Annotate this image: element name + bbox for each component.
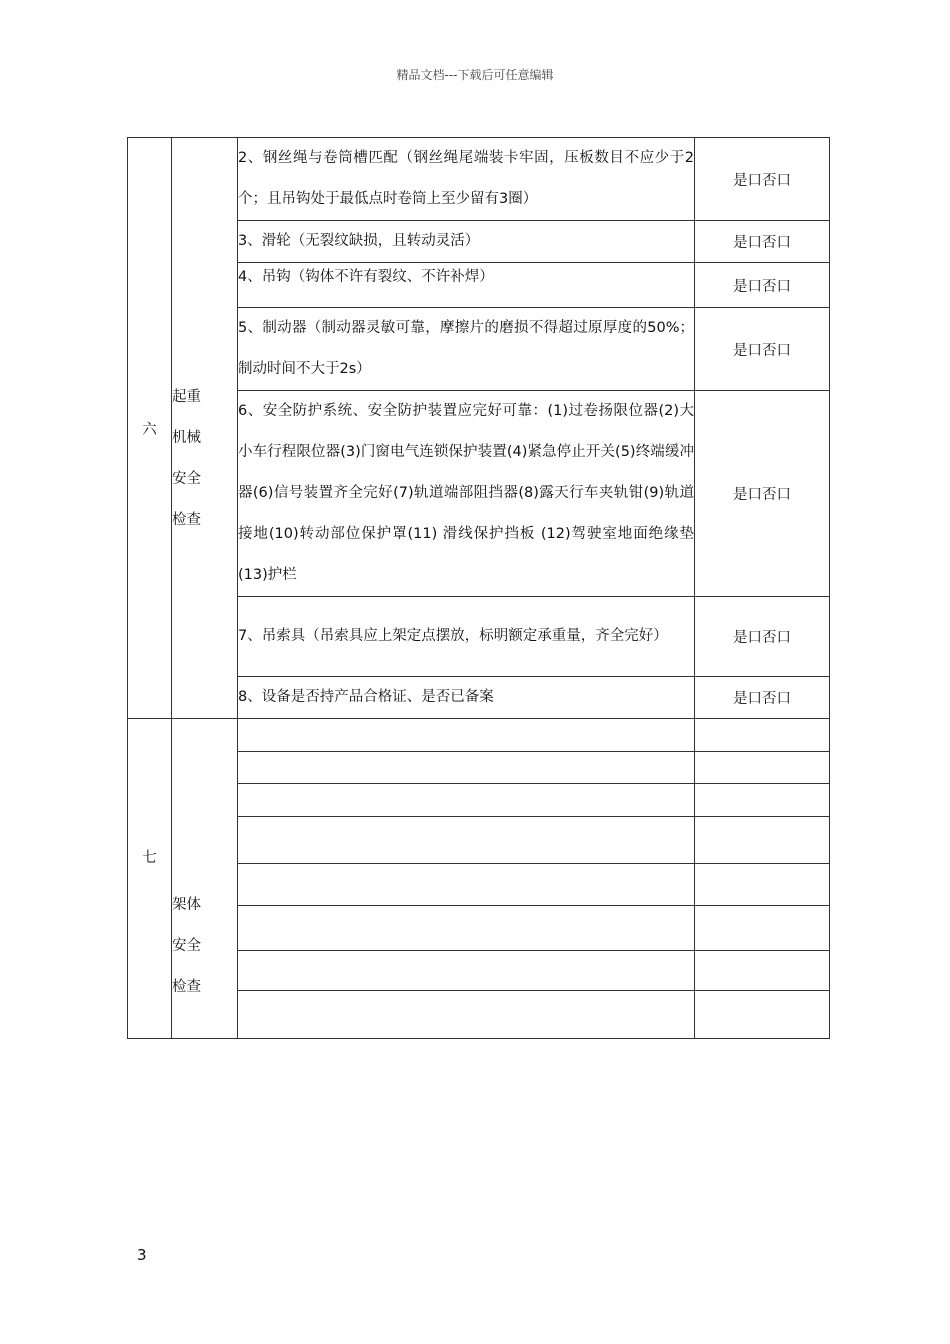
section-number-7: 七: [128, 719, 172, 1039]
page-number: 3: [137, 1246, 147, 1264]
table-row: [128, 138, 830, 221]
check-item: 6、安全防护系统、安全防护装置应完好可靠：(1)过卷扬限位器(2)大小车行程限位器(3)门窗电气连锁保护装置(4)紧急停止开关(5)终端缓冲器(6)信号装置齐全完好(7)轨道端部阻挡器(8)露天行车夹轨钳(9)轨道接地(10)转动部位保护罩(11) 滑线保护挡板 (12)驾驶室地面绝缘垫(13)护栏: [238, 391, 695, 597]
check-item: 8、设备是否持产品合格证、是否已备案: [238, 677, 695, 719]
empty-cell[interactable]: [695, 991, 830, 1039]
category-line: 架体: [172, 897, 201, 913]
yes-no-checkbox[interactable]: 是口否口: [695, 263, 830, 308]
yes-no-checkbox[interactable]: 是口否口: [695, 138, 830, 221]
empty-cell[interactable]: [238, 991, 695, 1039]
yes-no-checkbox[interactable]: 是口否口: [695, 597, 830, 677]
empty-cell[interactable]: [238, 951, 695, 991]
empty-cell[interactable]: [238, 906, 695, 951]
empty-cell[interactable]: [695, 906, 830, 951]
category-line: 安全: [172, 470, 201, 487]
check-item: 4、吊钩（钩体不许有裂纹、不许补焊）: [238, 263, 695, 308]
empty-cell[interactable]: [238, 864, 695, 906]
empty-cell[interactable]: [238, 784, 695, 817]
empty-cell[interactable]: [695, 784, 830, 817]
category-line: 起重: [172, 388, 201, 405]
category-line: 安全: [172, 938, 201, 954]
check-item: 5、制动器（制动器灵敏可靠，摩擦片的磨损不得超过原厚度的50%；制动时间不大于2s）: [238, 308, 695, 391]
empty-cell[interactable]: [695, 719, 830, 752]
yes-no-checkbox[interactable]: 是口否口: [695, 677, 830, 719]
yes-no-checkbox[interactable]: 是口否口: [695, 308, 830, 391]
check-item: 7、吊索具（吊索具应上架定点摆放，标明额定承重量，齐全完好）: [238, 597, 695, 677]
check-item: 3、滑轮（无裂纹缺损，且转动灵活）: [238, 221, 695, 263]
section-number-6: 六: [128, 138, 172, 719]
empty-cell[interactable]: [695, 951, 830, 991]
empty-cell[interactable]: [695, 864, 830, 906]
section-category-6: [172, 138, 238, 719]
page-header: 精品文档---下载后可任意编辑: [396, 68, 554, 82]
empty-cell[interactable]: [695, 817, 830, 864]
category-line: 机械: [172, 429, 201, 446]
empty-cell[interactable]: [238, 752, 695, 784]
empty-cell[interactable]: [695, 752, 830, 784]
category-line: 检查: [172, 979, 201, 995]
category-line: 检查: [172, 511, 201, 528]
check-item: 2、钢丝绳与卷筒槽匹配（钢丝绳尾端装卡牢固，压板数目不应少于2个；且吊钩处于最低点时卷筒上至少留有3圈）: [238, 138, 695, 221]
inspection-table: [127, 137, 830, 1039]
section-category-7: [172, 719, 238, 1039]
empty-cell[interactable]: [238, 719, 695, 752]
empty-cell[interactable]: [238, 817, 695, 864]
yes-no-checkbox[interactable]: 是口否口: [695, 391, 830, 597]
yes-no-checkbox[interactable]: 是口否口: [695, 221, 830, 263]
table-row: [128, 719, 830, 752]
